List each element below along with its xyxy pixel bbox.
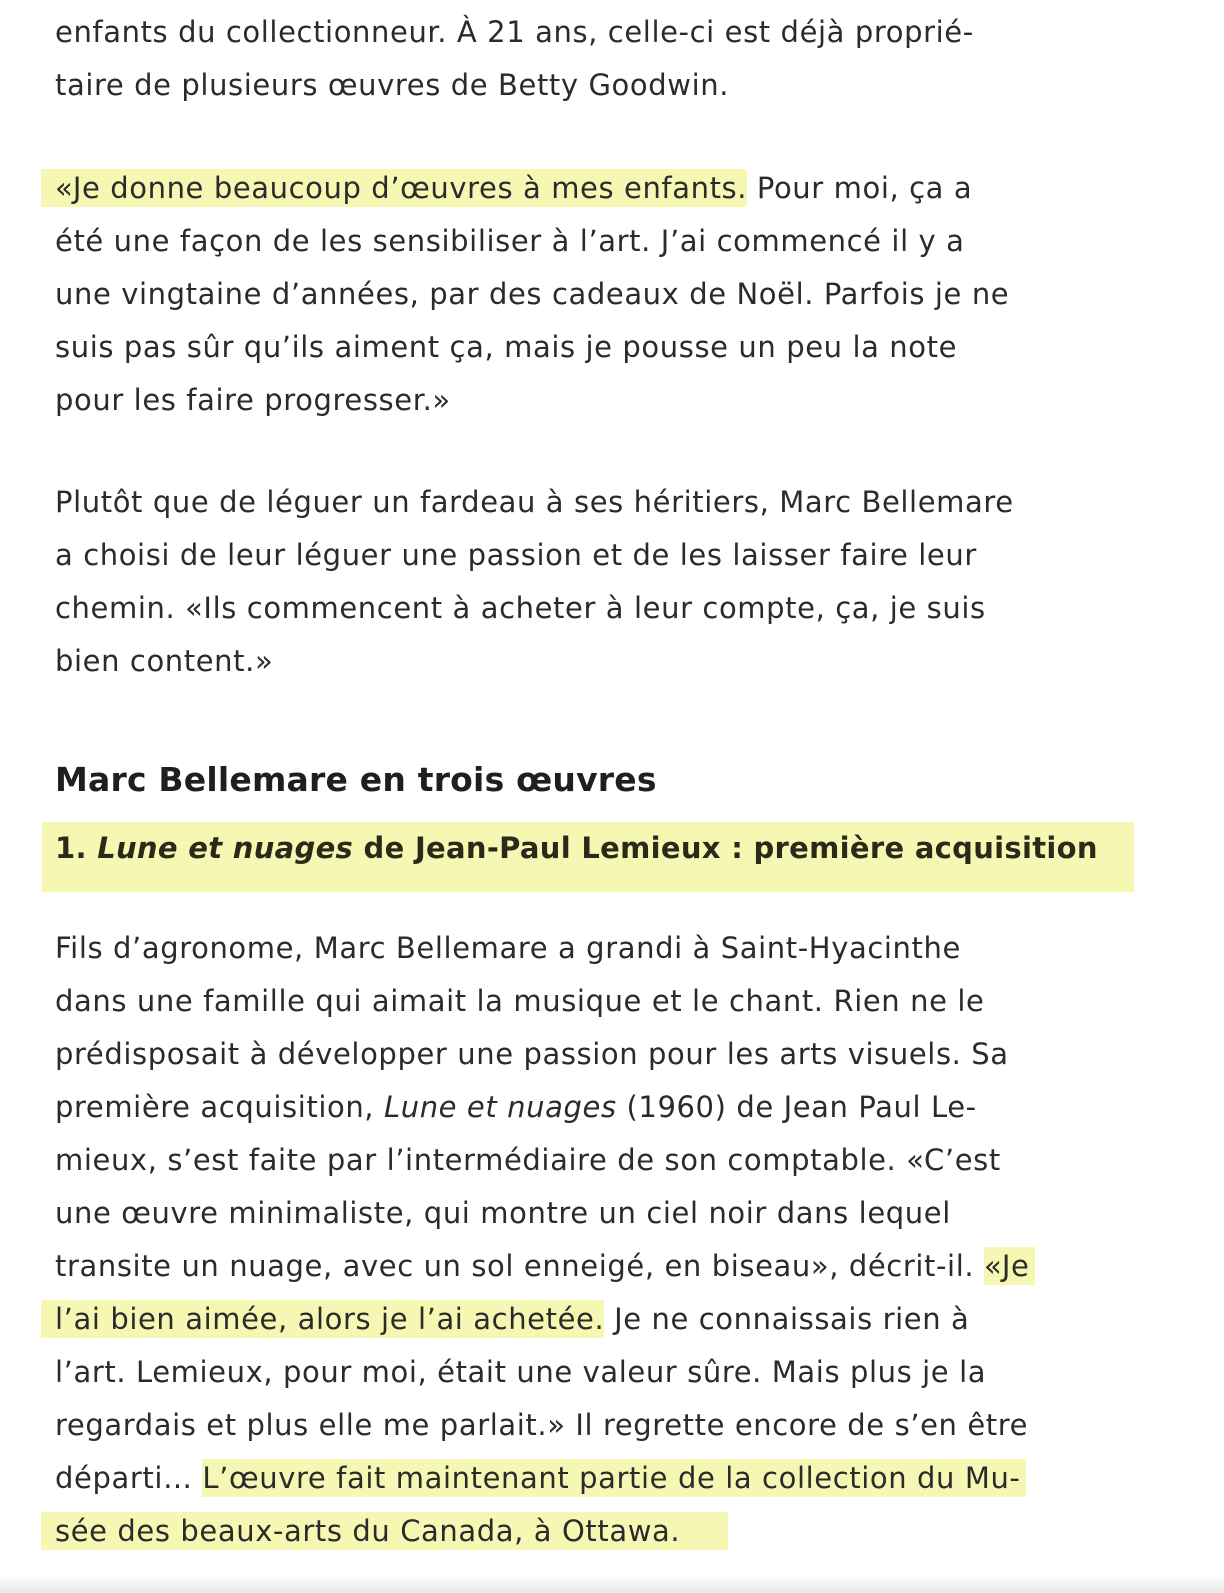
highlight-quote-bought-start[interactable]: «Je — [984, 1247, 1035, 1285]
para3-line-11 — [55, 1458, 1026, 1498]
para2-line-4: bien content.» — [55, 644, 274, 678]
para3-line-10: regardais et plus elle me parlait.» Il regrette encore de s’en être — [55, 1408, 1029, 1442]
bottom-fade — [0, 1575, 1224, 1593]
para2-line-3: chemin. «Ils commencent à acheter à leur compte, ça, je suis — [55, 591, 986, 625]
para3-line-4 — [55, 1087, 977, 1127]
para3-line-12 — [55, 1511, 728, 1551]
quote1-line-1-rest: Pour moi, ça a — [747, 171, 973, 205]
quote1-line-1 — [55, 168, 972, 208]
para3-artwork-title: Lune et nuages — [383, 1090, 617, 1124]
para3-line-6: une œuvre minimaliste, qui montre un ciel noir dans lequel — [55, 1196, 951, 1230]
section-heading: Marc Bellemare en trois œuvres — [55, 760, 657, 799]
subhead-number: 1. — [55, 831, 98, 865]
para3-line-2: dans une famille qui aimait la musique et le chant. Rien ne le — [55, 984, 985, 1018]
para3-line-1: Fils d’agronome, Marc Bellemare a grandi à Saint-Hyacinthe — [55, 931, 961, 965]
highlight-quote-bought[interactable]: l’ai bien aimée, alors je l’ai achetée. — [41, 1300, 604, 1338]
para3-line-7-a: transite un nuage, avec un sol enneigé, en biseau», décrit-il. — [55, 1249, 985, 1283]
highlight-quote-children[interactable]: «Je donne beaucoup d’œuvres à mes enfants. — [41, 169, 747, 207]
para2-line-2: a choisi de leur léguer une passion et de les laisser faire leur — [55, 538, 977, 572]
quote1-line-4: suis pas sûr qu’ils aiment ça, mais je pousse un peu la note — [55, 330, 958, 364]
quote1-line-5: pour les faire progresser.» — [55, 383, 451, 417]
para3-line-8 — [55, 1299, 969, 1339]
subhead-first-work[interactable] — [55, 828, 1098, 868]
para3-line-7 — [55, 1246, 1035, 1286]
para2-line-1: Plutôt que de léguer un fardeau à ses héritiers, Marc Bellemare — [55, 485, 1014, 519]
intro-line-1: enfants du collectionneur. À 21 ans, celle-ci est déjà proprié- — [55, 15, 974, 49]
highlight-collection-start[interactable]: L’œuvre fait maintenant partie de la collection du Mu- — [202, 1459, 1026, 1497]
highlight-collection-end[interactable]: sée des beaux-arts du Canada, à Ottawa. — [41, 1512, 728, 1550]
intro-line-2: taire de plusieurs œuvres de Betty Goodwin. — [55, 68, 730, 102]
quote1-line-2: été une façon de les sensibiliser à l’art. J’ai commencé il y a — [55, 224, 965, 258]
quote1-line-3: une vingtaine d’années, par des cadeaux de Noël. Parfois je ne — [55, 277, 1010, 311]
para3-line-4-b: (1960) de Jean Paul Le- — [616, 1090, 977, 1124]
para3-line-8-b: Je ne connaissais rien à — [604, 1302, 970, 1336]
subhead-artwork-title: Lune et nuages — [97, 831, 354, 865]
para3-line-3: prédisposait à développer une passion pour les arts visuels. Sa — [55, 1037, 1009, 1071]
para3-line-5: mieux, s’est faite par l’intermédiaire de son comptable. «C’est — [55, 1143, 1001, 1177]
para3-line-4-a: première acquisition, — [55, 1090, 384, 1124]
para3-line-9: l’art. Lemieux, pour moi, était une valeur sûre. Mais plus je la — [55, 1355, 987, 1389]
subhead-rest: de Jean-Paul Lemieux : première acquisition — [353, 831, 1098, 865]
para3-line-11-a: départi… — [55, 1461, 203, 1495]
